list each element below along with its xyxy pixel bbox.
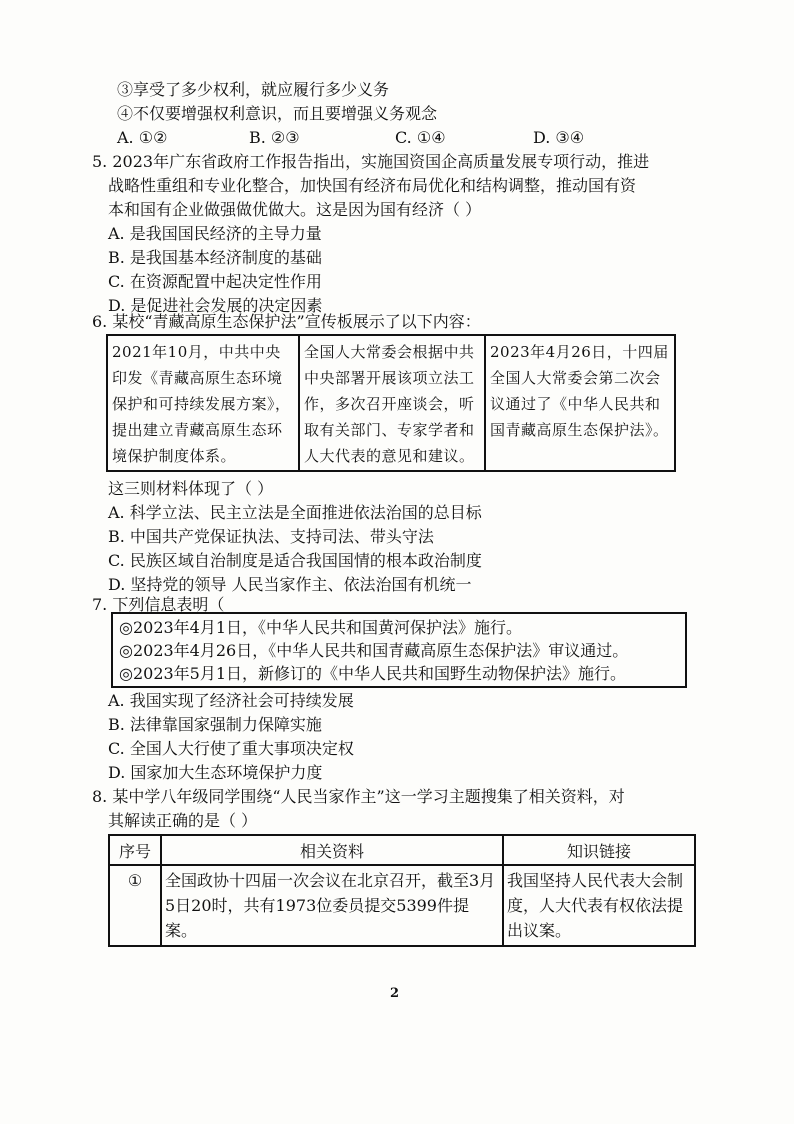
q5-stem-line-3: 本和国有企业做强做优做大。这是因为国有经济（ ） [108, 200, 482, 219]
q4-option-c: C. ①④ [395, 128, 446, 147]
q8-header-knowledge: 知识链接 [503, 835, 695, 865]
q8-header-index: 序号 [109, 835, 161, 865]
q4-option-a: A. ①② [117, 128, 168, 147]
q6-option-c: C. 民族区域自治制度是适合我国国情的根本政治制度 [108, 551, 482, 570]
q7-stem: 7. 下列信息表明（ [92, 595, 225, 614]
q8-table-header-row [109, 835, 695, 865]
q7-option-a: A. 我国实现了经济社会可持续发展 [108, 691, 354, 710]
q7-info-2: ◎2023年4月26日，《中华人民共和国青藏高原生态保护法》审议通过。 [119, 641, 629, 660]
q8-stem-line-1: 8. 某中学八年级同学围绕“人民当家作主”这一学习主题搜集了相关资料，对 [92, 787, 625, 806]
q7-option-d: D. 国家加大生态环境保护力度 [108, 763, 323, 782]
q5-option-b: B. 是我国基本经济制度的基础 [108, 248, 322, 267]
q7-option-b: B. 法律靠国家强制力保障实施 [108, 715, 322, 734]
q6-material-1: 2021年10月，中共中央印发《青藏高原生态环境保护和可持续发展方案》，提出建立青藏高原生态环境保护制度体系。 [108, 336, 300, 470]
table-row [109, 865, 695, 946]
q5-option-d: D. 是促进社会发展的决定因素 [108, 296, 323, 315]
q8-row-index: ① [109, 865, 161, 946]
q8-row-knowledge: 我国坚持人民代表大会制度，人大代表有权依法提出议案。 [503, 865, 695, 946]
q6-material-2: 全国人大常委会根据中共中央部署开展该项立法工作，多次召开座谈会，听取有关部门、专家学者和人大代表的意见和建议。 [300, 336, 486, 470]
q5-option-a: A. 是我国国民经济的主导力量 [108, 224, 322, 243]
q8-row-material: 全国政协十四届一次会议在北京召开，截至3月5日20时，共有1973位委员提交5399件提案。 [161, 865, 503, 946]
q4-option-b: B. ②③ [249, 128, 300, 147]
q7-info-3: ◎2023年5月1日，新修订的《中华人民共和国野生动物保护法》施行。 [119, 664, 627, 683]
q5-option-c: C. 在资源配置中起决定性作用 [108, 272, 322, 291]
page-number: 2 [390, 986, 400, 1001]
q6-option-b: B. 中国共产党保证执法、支持司法、带头守法 [108, 527, 434, 546]
q7-info-box [111, 612, 687, 688]
q5-stem-line-1: 5. 2023年广东省政府工作报告指出，实施国资国企高质量发展专项行动，推进 [92, 152, 650, 171]
q8-header-material: 相关资料 [161, 835, 503, 865]
q8-table [108, 834, 696, 947]
q6-materials-board [106, 334, 676, 472]
q6-stem: 6. 某校“青藏高原生态保护法”宣传板展示了以下内容： [92, 312, 481, 331]
q6-option-a: A. 科学立法、民主立法是全面推进依法治国的总目标 [108, 503, 482, 522]
q4-item-3: ③享受了多少权利，就应履行多少义务 [117, 80, 390, 99]
q8-stem-line-2: 其解读正确的是（ ） [108, 811, 258, 830]
q6-option-d: D. 坚持党的领导 人民当家作主、依法治国有机统一 [108, 575, 472, 594]
q4-option-d: D. ③④ [533, 128, 585, 147]
q7-option-c: C. 全国人大行使了重大事项决定权 [108, 739, 354, 758]
q5-stem-line-2: 战略性重组和专业化整合，加快国有经济布局优化和结构调整，推动国有资 [108, 176, 637, 195]
q6-material-3: 2023年4月26日，十四届全国人大常委会第二次会议通过了《中华人民共和国青藏高原生态保护法》。 [490, 343, 669, 439]
q6-question: 这三则材料体现了（ ） [108, 479, 274, 498]
q7-info-1: ◎2023年4月1日，《中华人民共和国黄河保护法》施行。 [119, 618, 523, 637]
q4-item-4: ④不仅要增强权利意识，而且要增强义务观念 [117, 104, 438, 123]
